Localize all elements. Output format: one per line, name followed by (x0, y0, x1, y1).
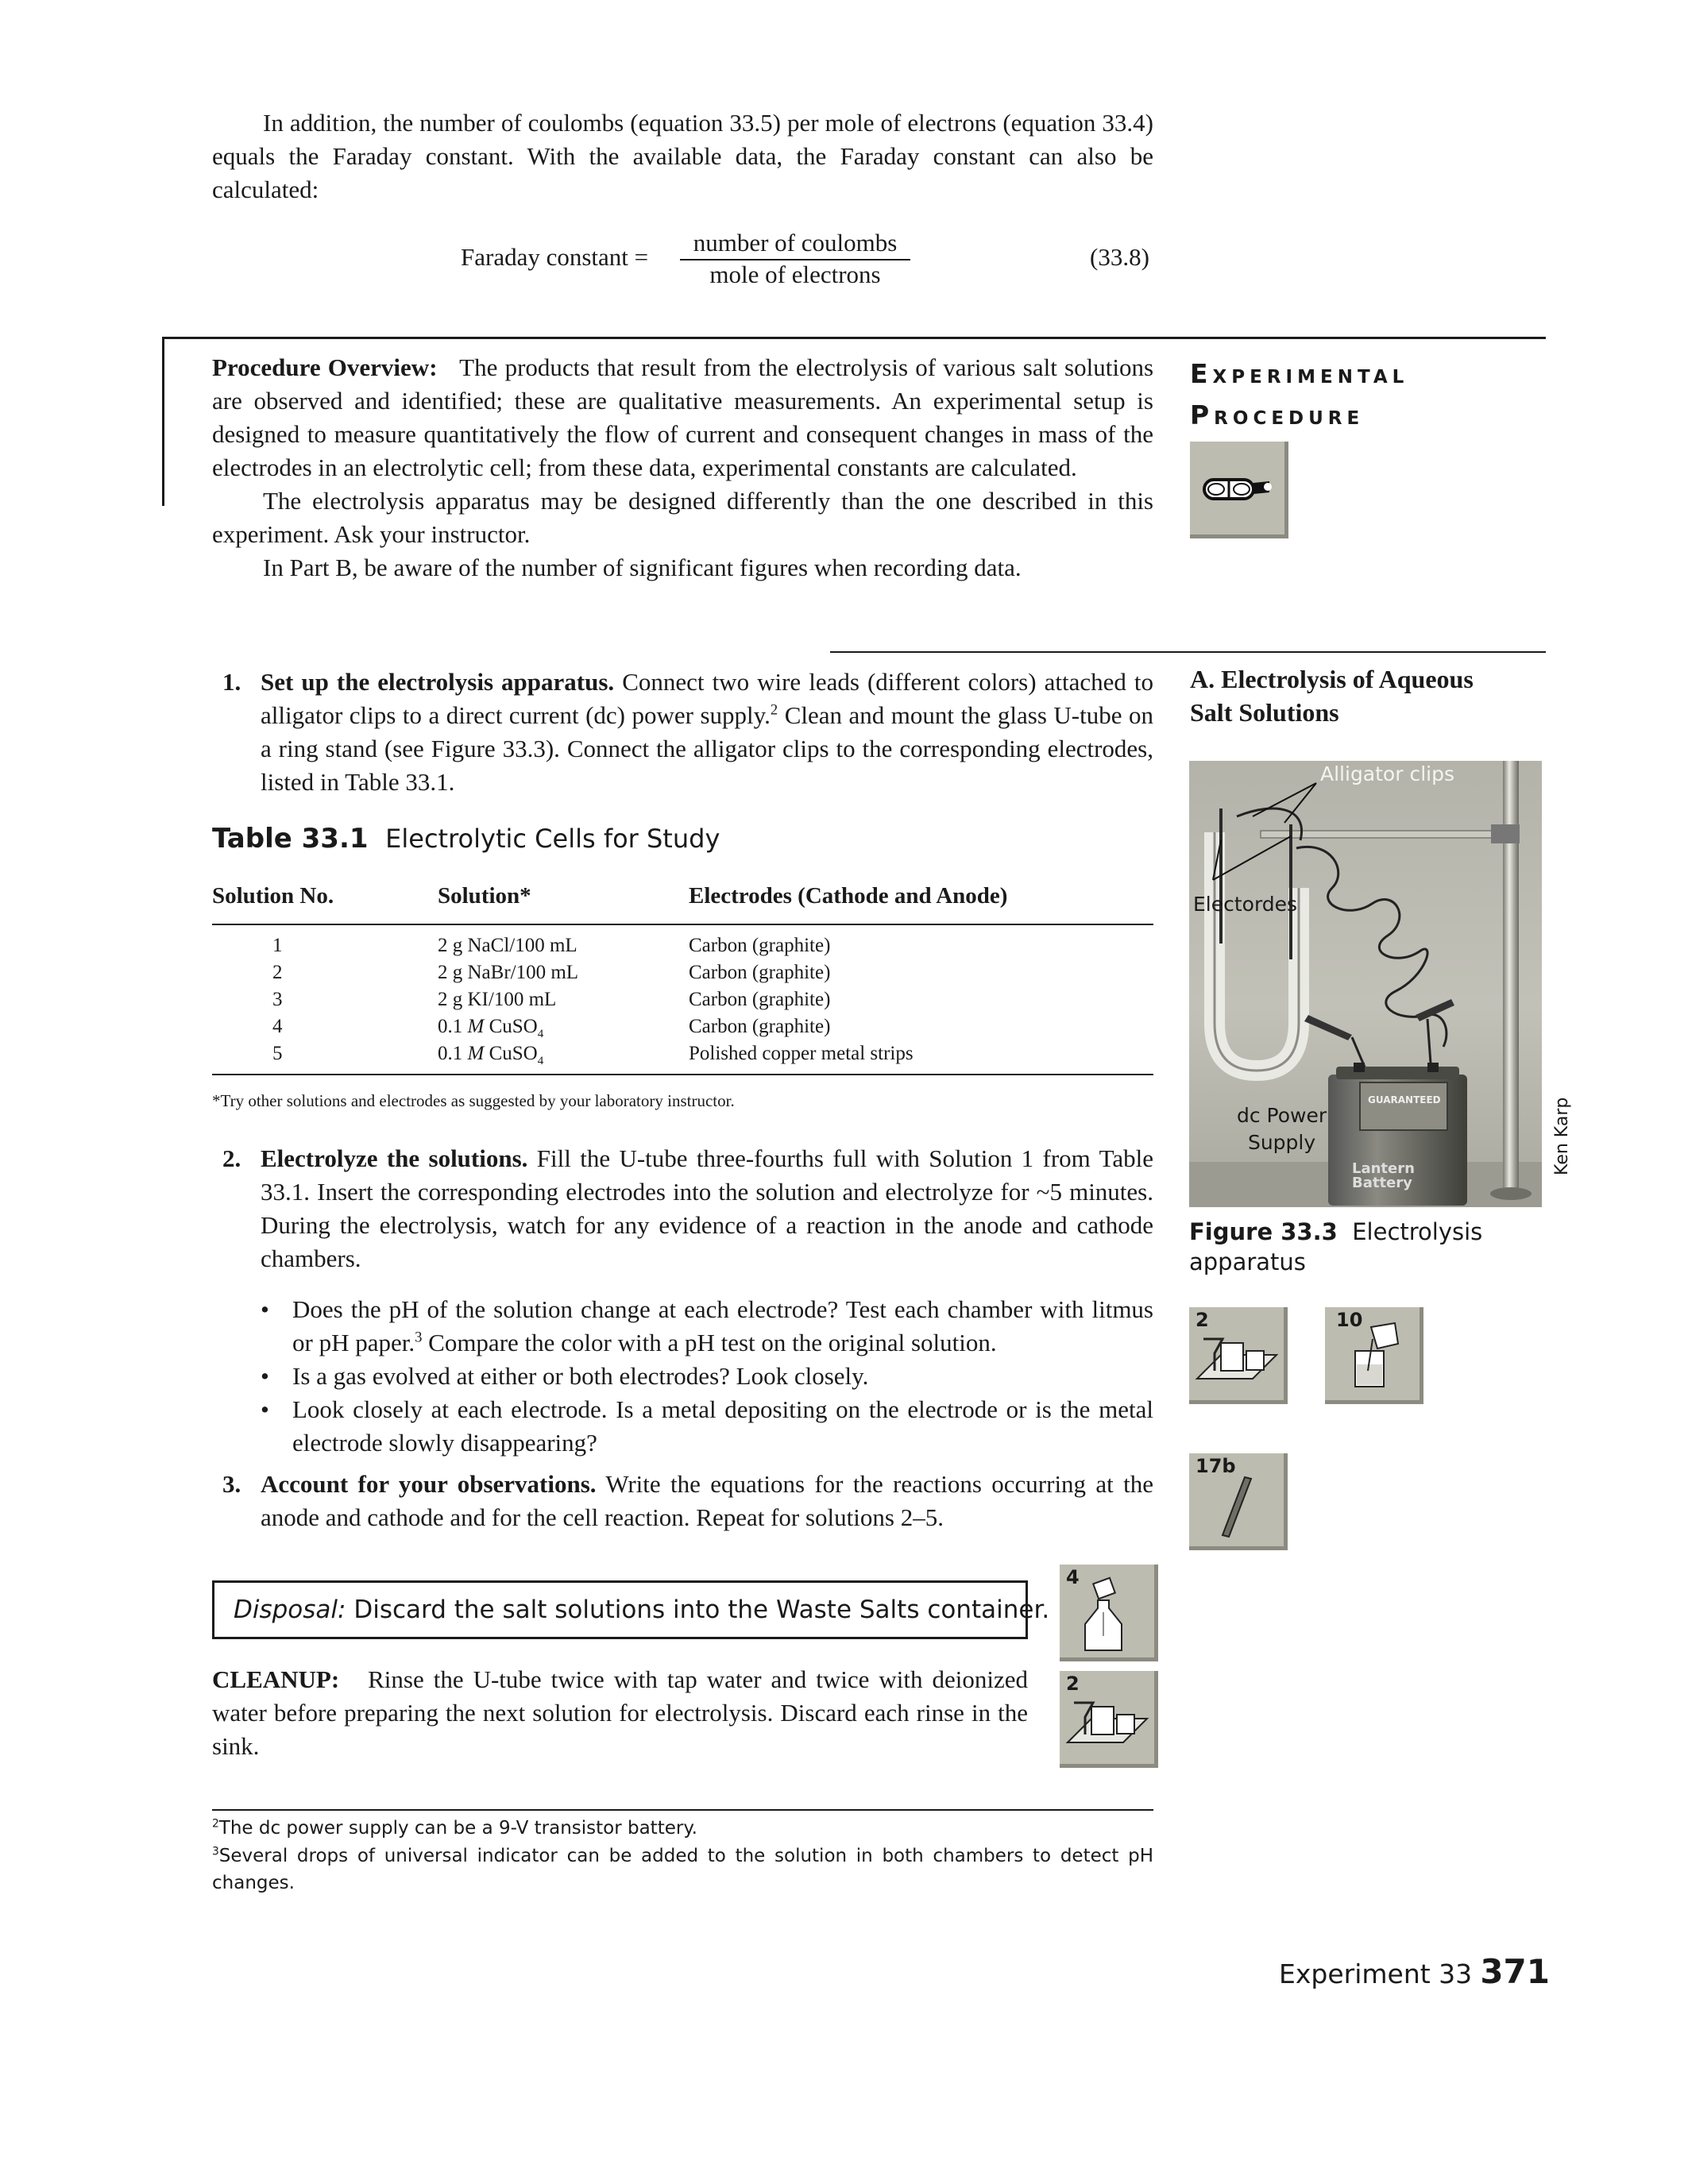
table-title: Table 33.1 Electrolytic Cells for Study (212, 823, 720, 855)
footnote-2: $^2$The dc power supply can be a 9-V transistor battery. (212, 1817, 697, 1839)
step-3-number: 3. (222, 1470, 241, 1498)
overview-paragraph: Procedure Overview: The products that result from the electrolysis of various salt solutions are observed and identified; these are qualitative measurements. An experimental setup is designed to measure quantitatively the flow of current and consequent changes in mass of the electrodes in an electrolytic cell; from these data, experimental constants are calculated. (212, 353, 1154, 481)
table-row: 1 2 g NaCl/100 mL Carbon (graphite) (272, 935, 831, 956)
step-2-text: Electrolyze the solutions. Fill the U-tube three-fourths full with Solution 1 from Table 33.1. Insert the corresponding electrodes into the solution and electrolyze for ~5 minutes. During the electrolysis, watch for any evidence of a reaction in the anode and cathode chambers. (261, 1144, 1153, 1272)
page-footer (1279, 1952, 1550, 1991)
table-row: 3 2 g KI/100 mL Carbon (graphite) (272, 989, 831, 1010)
bullet-metal-depositing: • Look closely at each electrode. Is a metal depositing on the electrode or is the metal electrode slowly disappearing? (261, 1395, 1153, 1457)
step-2-number: 2. (222, 1144, 241, 1172)
experimental-procedure-heading: Experimental Procedure (1190, 358, 1409, 430)
table-footnote: *Try other solutions and electrodes as suggested by your laboratory instructor. (212, 1091, 735, 1110)
step-3-text: Account for your observations. Write the equations for the reactions occurring at the anode and cathode and for the cell reaction. Repeat for solutions 2–5. (261, 1470, 1153, 1531)
photo-label-alligator-clips: Alligator clips (1320, 762, 1454, 785)
table-bottom-rule (212, 1074, 1153, 1075)
faraday-equation (461, 229, 1160, 292)
overview-paragraph-2: The electrolysis apparatus may be designed differently than the one described in this experiment. Ask your instructor. (212, 487, 1153, 548)
step-3 (222, 1468, 1153, 1534)
section-rule-top (162, 337, 1546, 339)
equation-number: (33.8) (1090, 243, 1149, 271)
disposal-waste-icon: 4 (1060, 1565, 1158, 1661)
table-row: 4 0.1 M CuSO$_4$ Carbon (graphite) (272, 1016, 831, 1040)
disposal-box (212, 1580, 1050, 1639)
table-row: 5 0.1 M CuSO$_4$ Polished copper metal strips (272, 1043, 914, 1067)
battery-top-label: GUARANTEED (1368, 1094, 1441, 1106)
equation-denominator: mole of electrons (709, 260, 881, 288)
battery-label: Lantern Battery (1352, 1160, 1415, 1191)
page-number: 371 (1480, 1952, 1550, 1991)
bullet-gas-evolved: • Is a gas evolved at either or both electrodes? Look closely. (261, 1362, 869, 1390)
table-row: 2 2 g NaBr/100 mL Carbon (graphite) (272, 962, 831, 983)
table-header-electrodes: Electrodes (Cathode and Anode) (689, 883, 1008, 909)
bullet-ph-change: • Does the pH of the solution change at each electrode? Test each chamber with litmus or pH paper.$^3$ Compare the color with a pH test on the original solution. (261, 1295, 1153, 1356)
footer-experiment: Experiment 33 (1279, 1958, 1473, 1989)
equation-lhs: Faraday constant = (461, 243, 649, 271)
electrolysis-apparatus-photo (1189, 761, 1542, 1207)
overview-paragraph-3: In Part B, be aware of the number of significant figures when recording data. (263, 554, 1022, 581)
section-rule-left (162, 337, 164, 506)
intro-paragraph: In addition, the number of coulombs (equation 33.5) per mole of electrons (equation 33.4) equals the Faraday constant. With the available data, the Faraday constant can also be calculated: (212, 109, 1153, 203)
table-header-solution: Solution* (438, 883, 531, 909)
disposal-text: Disposal: Discard the salt solutions into the Waste Salts container. (234, 1596, 1050, 1624)
photo-label-electrodes: Electordes (1193, 893, 1298, 916)
footnote-rule (212, 1809, 1153, 1811)
technique-10-icon: 10 (1325, 1307, 1423, 1404)
table-body (212, 932, 1153, 1067)
technique-2-icon: 2 (1189, 1307, 1288, 1404)
cleanup-paragraph: CLEANUP: Rinse the U-tube twice with tap water and twice with deionized water before preparing the next solution for electrolysis. Discard each rinse in the sink. (212, 1665, 1028, 1760)
cleanup-icon: 2 (1060, 1671, 1158, 1768)
footnote-3: $^3$Several drops of universal indicator can be added to the solution in both chambers to detect pH changes. (212, 1845, 1153, 1893)
section-a-heading: A. Electrolysis of Aqueous Salt Solutions (1190, 665, 1474, 727)
technique-17b-icon: 17b (1189, 1453, 1288, 1550)
photo-label-power-supply: dc Power Supply (1237, 1104, 1327, 1154)
photo-credit: Ken Karp (1552, 1097, 1572, 1175)
step-2 (222, 1142, 1153, 1275)
safety-goggles-icon (1190, 442, 1288, 538)
step-1 (222, 666, 1153, 799)
figure-caption: Figure 33.3 Electrolysis apparatus (1189, 1218, 1483, 1275)
table-header-solution-no: Solution No. (212, 883, 334, 909)
step-1-text: Set up the electrolysis apparatus. Connect two wire leads (different colors) attached to alligator clips to a direct current (dc) power supply.$^2$ Clean and mount the glass U-tube on a ring stand (see Figure 33.3). Connect the alligator clips to the corresponding electrodes, listed in Table 33.1. (261, 668, 1154, 796)
step-1-number: 1. (222, 668, 241, 696)
procedure-overview (212, 351, 1153, 585)
equation-numerator: number of coulombs (693, 229, 898, 257)
table-header-rule (212, 924, 1153, 925)
section-a-rule (830, 651, 1546, 653)
